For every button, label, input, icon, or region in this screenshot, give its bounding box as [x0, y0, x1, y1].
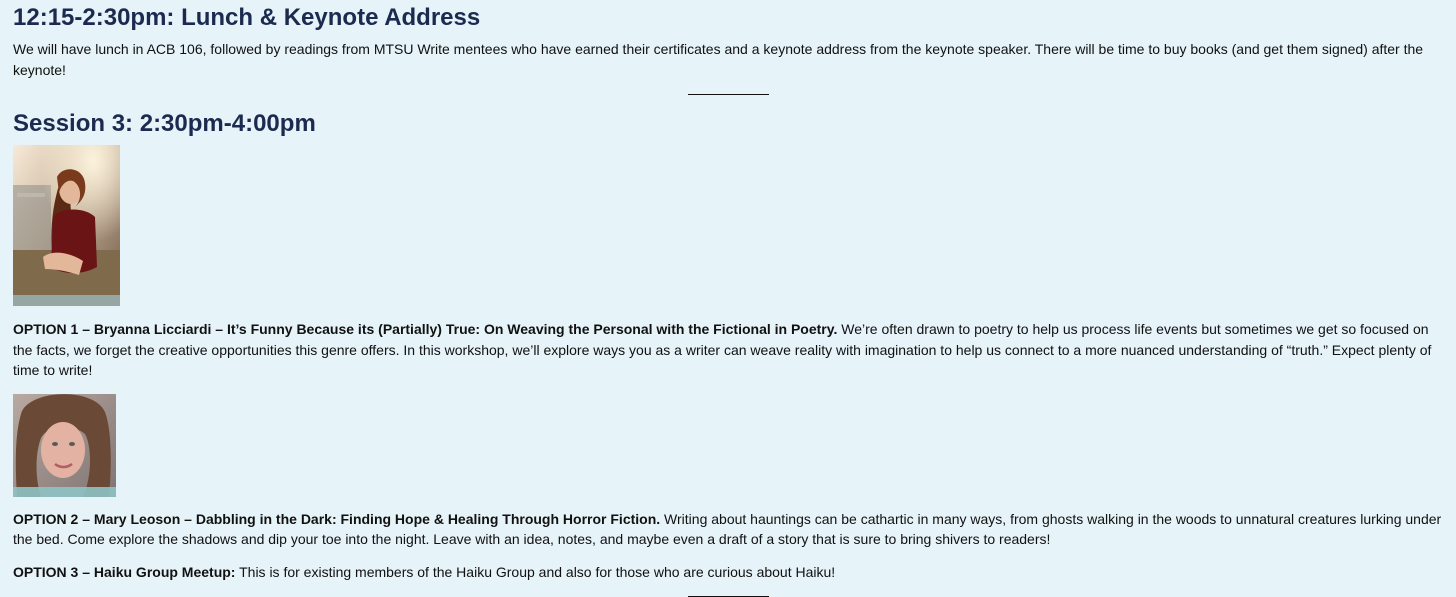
session-heading: Session 3: 2:30pm-4:00pm: [13, 110, 316, 137]
option-2-title: OPTION 2 – Mary Leoson – Dabbling in the Dark: Finding Hope & Healing Through Horror Fiction.: [13, 510, 661, 527]
option-1-title: OPTION 1 – Bryanna Licciardi – It’s Funny Because its (Partially) True: On Weaving the Personal with the Fictional in Poetry.: [13, 321, 838, 337]
option-3-title: OPTION 3 – Haiku Group Meetup:: [13, 563, 236, 580]
bryanna-licciardi-photo: [13, 145, 120, 306]
option-3-body: This is for existing members of the Haiku Group and also for those who are curious about Haiku!: [235, 563, 836, 580]
option-3-description: [13, 562, 1445, 583]
schedule-content: [13, 0, 1445, 597]
lunch-description: We will have lunch in ACB 106, followed by readings from MTSU Write mentees who have earned their certificates and a keynote address from the keynote speaker. There will be time to buy books (and get them signed) after the keynote!: [13, 41, 1424, 78]
option-2-description: [13, 509, 1445, 550]
option-1-body: We’re often drawn to poetry to help us process life events but sometimes we get so focused on the facts, we forget the creative opportunities this genre offers. In this workshop, we’ll explore ways you as a writer can weave reality with imagination to help us connect to a more nuanced understanding of “truth.” Expect plenty of time to write!: [13, 321, 1432, 378]
lunch-heading: 12:15-2:30pm: Lunch & Keynote Address: [13, 4, 481, 31]
option-2-body: Writing about hauntings can be cathartic in many ways, from ghosts walking in the woods to unnatural creatures lurking under the bed. Come explore the shadows and dip your toe into the night. Leave with an idea, notes, and maybe even a draft of a story that is sure to bring shivers to readers!: [13, 510, 1442, 547]
mary-leoson-photo: [13, 394, 116, 497]
section-divider: [688, 94, 769, 95]
option-1-description: [13, 319, 1445, 381]
